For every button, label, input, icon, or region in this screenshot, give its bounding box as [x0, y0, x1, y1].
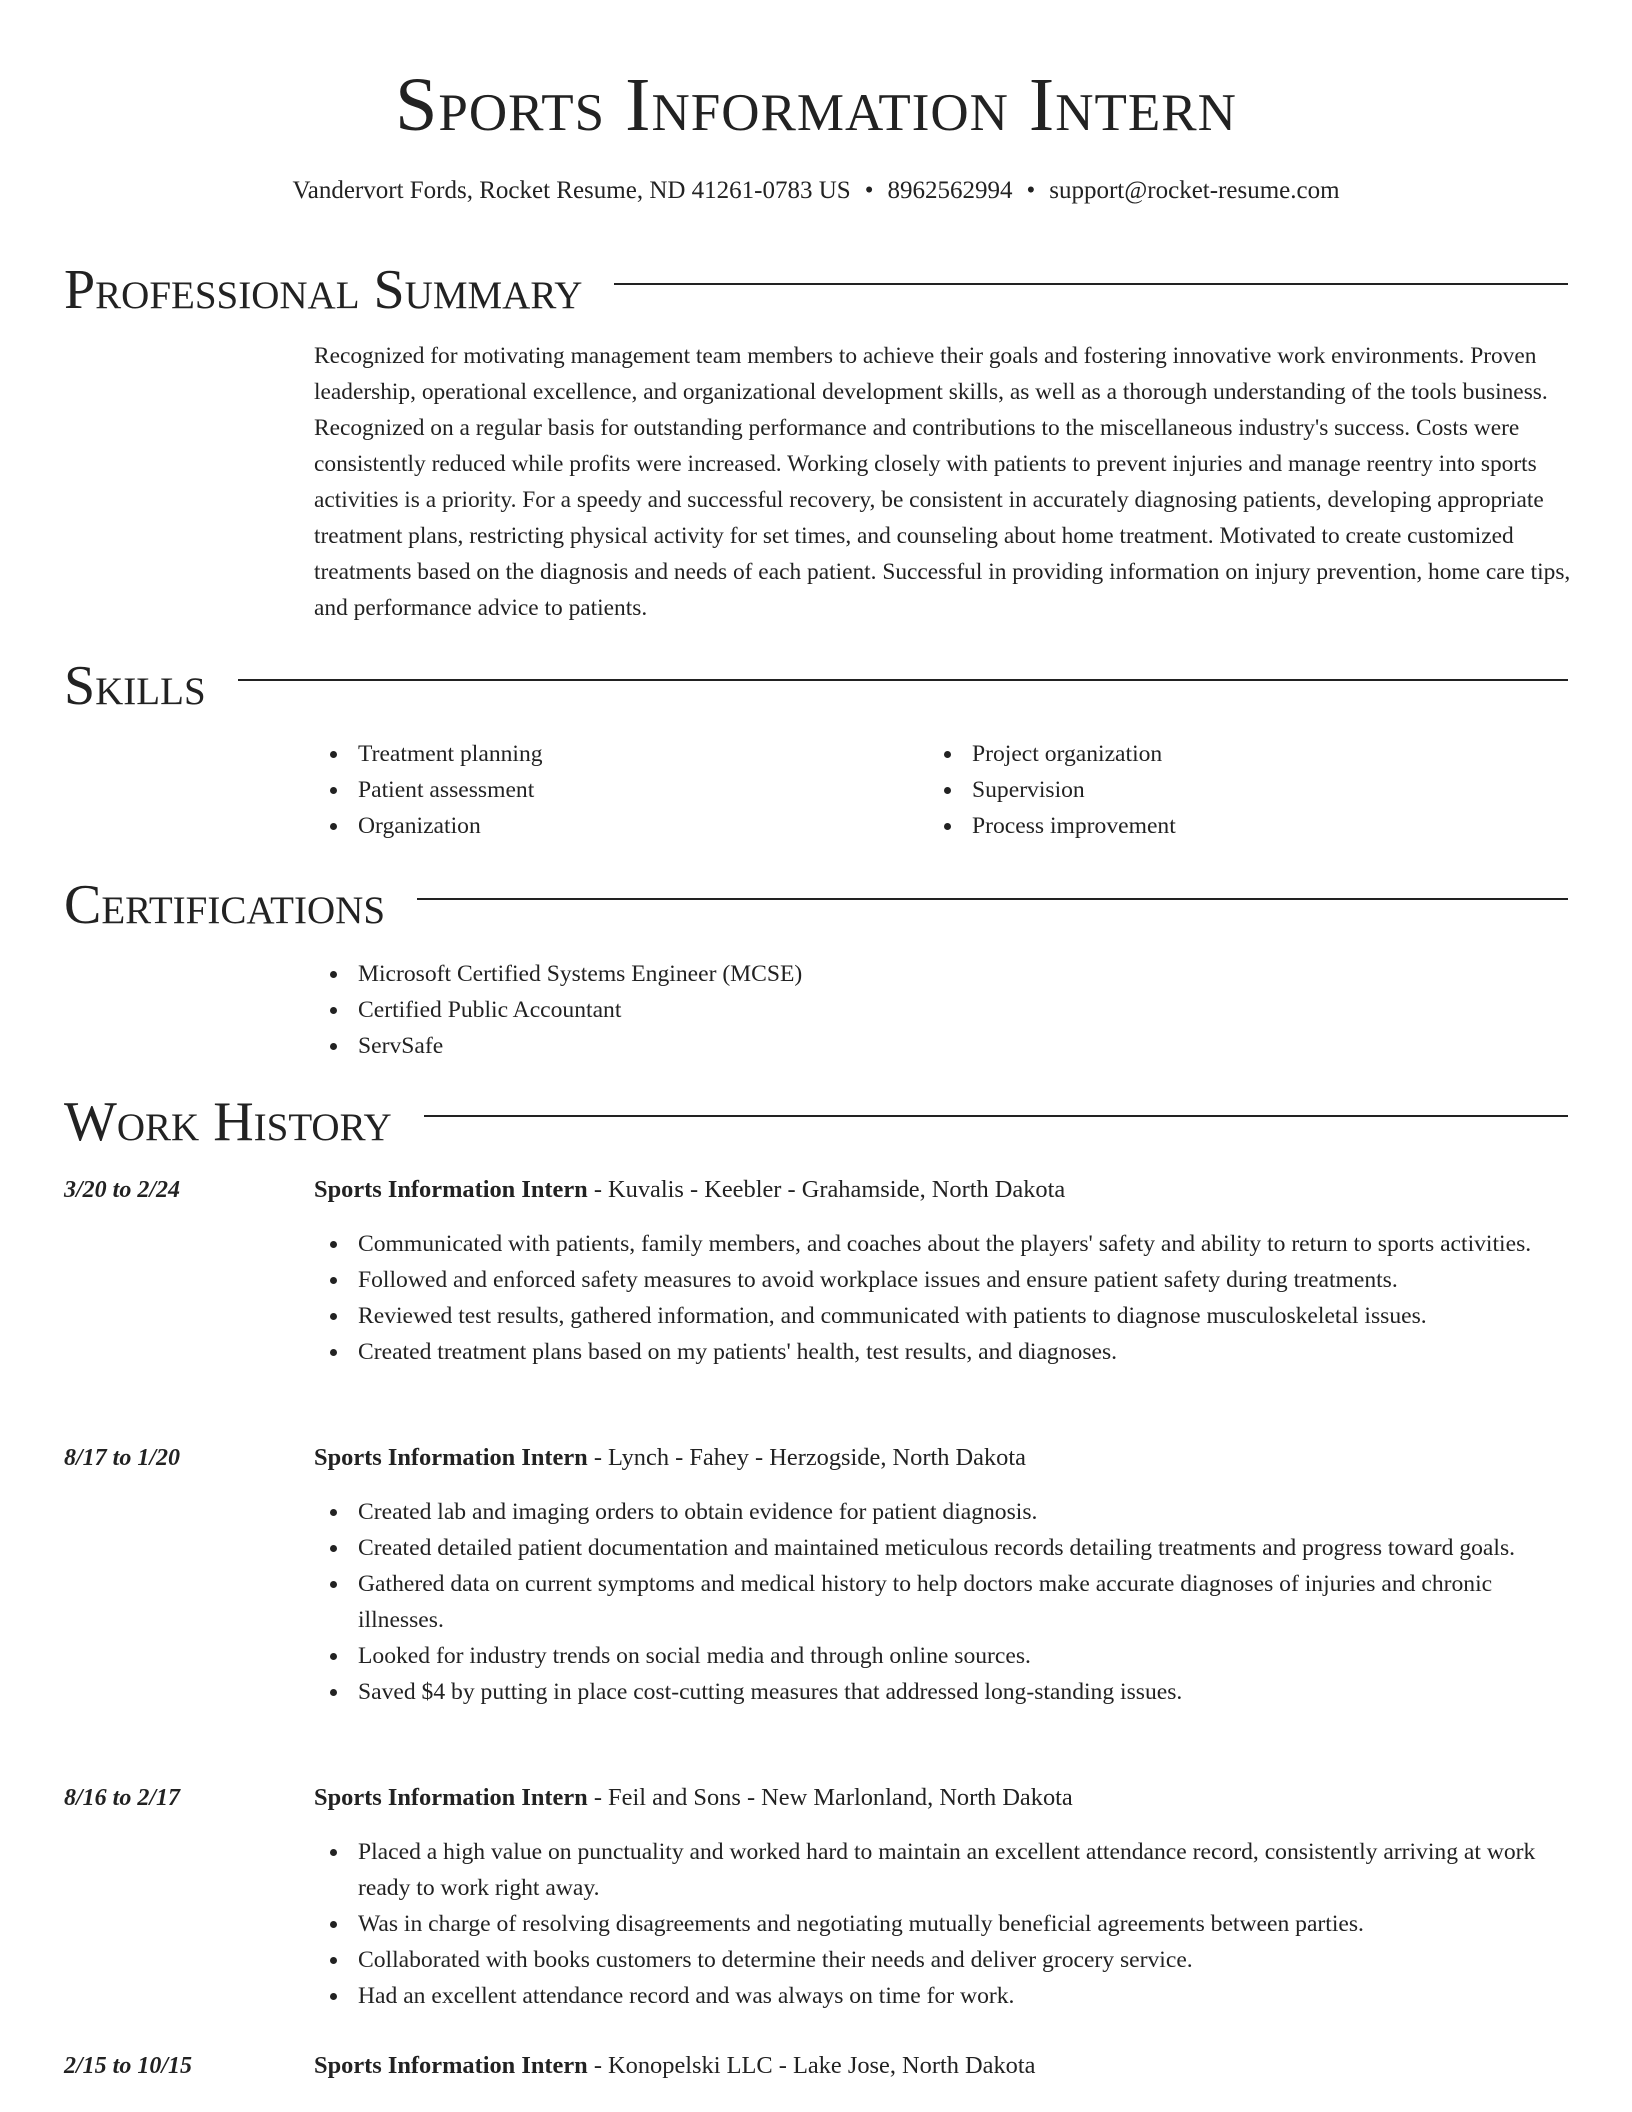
- job-heading: [314, 2048, 1035, 2084]
- job-heading: [314, 1440, 1026, 1476]
- skill-item: Process improvement: [928, 808, 1508, 844]
- contact-separator: •: [1026, 177, 1036, 204]
- contact-separator: •: [864, 177, 874, 204]
- job-bullet: Saved $4 by putting in place cost-cutting measures that addressed long-standing issues.: [314, 1674, 1576, 1710]
- certifications-list: [314, 956, 1414, 1064]
- job-heading: [314, 1172, 1065, 1208]
- section-header-summary: [64, 255, 1568, 325]
- section-title-certifications: Certifications: [64, 870, 417, 940]
- certification-item: ServSafe: [314, 1028, 1414, 1064]
- job-bullet: Communicated with patients, family members, and coaches about the players' safety and ability to return to sports activities.: [314, 1226, 1576, 1262]
- contact-email[interactable]: support@rocket-resume.com: [1049, 177, 1340, 204]
- job-employer: - Konopelski LLC - Lake Jose, North Dakota: [587, 2052, 1036, 2079]
- job-bullet: Was in charge of resolving disagreements and negotiating mutually beneficial agreements between parties.: [314, 1906, 1576, 1942]
- job-employer: - Feil and Sons - New Marlonland, North Dakota: [587, 1784, 1073, 1811]
- job-bullet: Placed a high value on punctuality and worked hard to maintain an excellent attendance record, consistently arriving at work ready to work right away.: [314, 1834, 1576, 1906]
- job-employer: - Kuvalis - Keebler - Grahamside, North Dakota: [587, 1176, 1066, 1203]
- skill-item: Supervision: [928, 772, 1508, 808]
- job-employer: - Lynch - Fahey - Herzogside, North Dakota: [587, 1444, 1026, 1471]
- certification-item: Certified Public Accountant: [314, 992, 1414, 1028]
- summary-paragraph: Recognized for motivating management team members to achieve their goals and fostering innovative work environments. Proven leadership, operational excellence, and organizational development skills, as well as a thorough understanding of the tools business. Recognized on a regular basis for outstanding performance and contributions to the miscellaneous industry's success. Costs were consistently reduced while profits were increased. Working closely with patients to prevent injuries and manage reentry into sports activities is a priority. For a speedy and successful recovery, be consistent in accurately diagnosing patients, developing appropriate treatment plans, restricting physical activity for set times, and counseling about home treatment. Motivated to create customized treatments based on the diagnosis and needs of each patient. Successful in providing information on injury prevention, home care tips, and performance advice to patients.: [314, 343, 1571, 621]
- skill-item: Treatment planning: [314, 736, 894, 772]
- job-bullet: Created detailed patient documentation and maintained meticulous records detailing treatments and progress toward goals.: [314, 1530, 1576, 1566]
- job-title: Sports Information Intern: [314, 1176, 588, 1203]
- job-title: Sports Information Intern: [314, 1784, 588, 1811]
- contact-address: Vandervort Fords, Rocket Resume, ND 41261-0783 US: [292, 177, 851, 204]
- section-header-skills: [64, 651, 1568, 721]
- skill-item: Project organization: [928, 736, 1508, 772]
- skills-column-right: [928, 736, 1508, 844]
- certification-item: Microsoft Certified Systems Engineer (MCSE): [314, 956, 1414, 992]
- job-date: 2/15 to 10/15: [64, 2053, 193, 2079]
- job-bullets: [314, 1494, 1576, 1710]
- skills-column-left: [314, 736, 894, 844]
- job-heading: [314, 1780, 1073, 1816]
- job-bullet: Created treatment plans based on my patients' health, test results, and diagnoses.: [314, 1334, 1576, 1370]
- skill-item: Organization: [314, 808, 894, 844]
- job-date: 8/17 to 1/20: [64, 1445, 181, 1471]
- section-header-work-history: [64, 1087, 1568, 1157]
- job-bullets: [314, 1834, 1576, 2014]
- skill-item: Patient assessment: [314, 772, 894, 808]
- job-date: 3/20 to 2/24: [64, 1177, 181, 1203]
- contact-line: [0, 174, 1632, 208]
- contact-phone: 8962562994: [887, 177, 1013, 204]
- job-bullet: Created lab and imaging orders to obtain evidence for patient diagnosis.: [314, 1494, 1576, 1530]
- job-bullet: Gathered data on current symptoms and medical history to help doctors make accurate diagnoses of injuries and chronic illnesses.: [314, 1566, 1576, 1638]
- job-title: Sports Information Intern: [314, 2052, 588, 2079]
- job-bullet: Reviewed test results, gathered information, and communicated with patients to diagnose musculoskeletal issues.: [314, 1298, 1576, 1334]
- resume-title: Sports Information Intern: [395, 63, 1237, 147]
- job-bullet: Looked for industry trends on social media and through online sources.: [314, 1638, 1576, 1674]
- job-bullets: [314, 1226, 1576, 1370]
- job-bullet: Followed and enforced safety measures to avoid workplace issues and ensure patient safety during treatments.: [314, 1262, 1576, 1298]
- job-bullet: Collaborated with books customers to determine their needs and deliver grocery service.: [314, 1942, 1576, 1978]
- section-title-summary: Professional Summary: [64, 255, 614, 325]
- job-bullet: Had an excellent attendance record and was always on time for work.: [314, 1978, 1576, 2014]
- job-title: Sports Information Intern: [314, 1444, 588, 1471]
- job-date: 8/16 to 2/17: [64, 1785, 181, 1811]
- section-title-skills: Skills: [64, 651, 238, 721]
- section-divider: [64, 679, 1568, 681]
- section-header-certifications: [64, 870, 1568, 940]
- section-title-work-history: Work History: [64, 1087, 424, 1157]
